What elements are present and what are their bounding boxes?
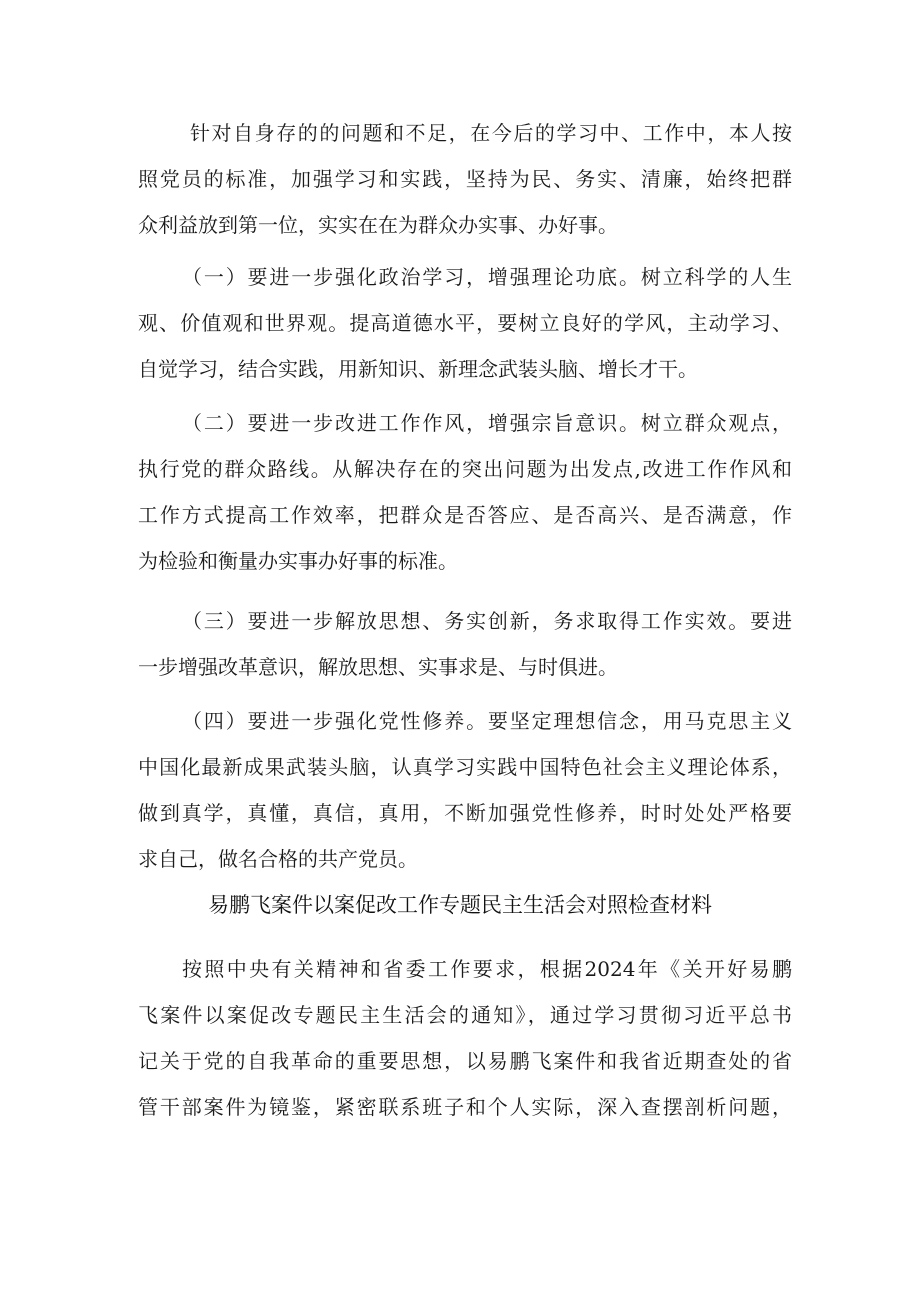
paragraph-line: 飞案件以案促改专题民主生活会的通知》，通过学习贯彻习近平总书: [138, 1003, 792, 1027]
paragraph-line: 针对自身存的的问题和不足，在今后的学习中、工作中，本人按: [190, 121, 792, 145]
paragraph-line: 工作方式提高工作效率，把群众是否答应、是否高兴、是否满意，作: [138, 503, 792, 527]
paragraph-line: 按照中央有关精神和省委工作要求，根据2024年《关开好易鹏: [182, 957, 792, 981]
document-title: 易鹏飞案件以案促改工作专题民主生活会对照检查材料: [208, 893, 712, 917]
paragraph-line: （二）要进一步改进工作作风，增强宗旨意识。树立群众观点，: [182, 411, 792, 435]
paragraph-line: 照党员的标准，加强学习和实践，坚持为民、务实、清廉，始终把群: [138, 167, 792, 191]
paragraph-line: 为检验和衡量办实事办好事的标准。: [138, 549, 458, 573]
paragraph-line: （四）要进一步强化党性修养。要坚定理想信念，用马克思主义: [182, 709, 792, 733]
paragraph-line: 中国化最新成果武装头脑，认真学习实践中国特色社会主义理论体系，: [138, 755, 792, 779]
paragraph-line: 管干部案件为镜鉴，紧密联系班子和个人实际，深入查摆剖析问题，: [138, 1095, 792, 1119]
paragraph-1: [138, 110, 792, 248]
paragraph-line: 自觉学习，结合实践，用新知识、新理念武装头脑、增长才干。: [138, 357, 698, 381]
paragraph-5: [138, 698, 792, 882]
intro-paragraph: [138, 946, 792, 1130]
paragraph-3: [138, 400, 792, 584]
paragraph-line: （一）要进一步强化政治学习，增强理论功底。树立科学的人生: [182, 265, 792, 289]
paragraph-2: [138, 254, 792, 392]
paragraph-line: 观、价值观和世界观。提高道德水平，要树立良好的学风，主动学习、: [138, 311, 792, 335]
paragraph-line: 众利益放到第一位，实实在在为群众办实事、办好事。: [138, 213, 618, 237]
paragraph-4: [138, 598, 792, 690]
paragraph-line: 求自己，做名合格的共产党员。: [138, 847, 418, 871]
paragraph-line: （三）要进一步解放思想、务实创新，务求取得工作实效。要进: [182, 609, 792, 633]
paragraph-line: 记关于党的自我革命的重要思想，以易鹏飞案件和我省近期查处的省: [138, 1049, 792, 1073]
paragraph-line: 执行党的群众路线。从解决存在的突出问题为出发点,改进工作作风和: [138, 457, 792, 481]
paragraph-line: 做到真学，真懂，真信，真用，不断加强党性修养，时时处处严格要: [138, 801, 792, 825]
paragraph-line: 一步增强改革意识，解放思想、实事求是、与时俱进。: [138, 655, 618, 679]
